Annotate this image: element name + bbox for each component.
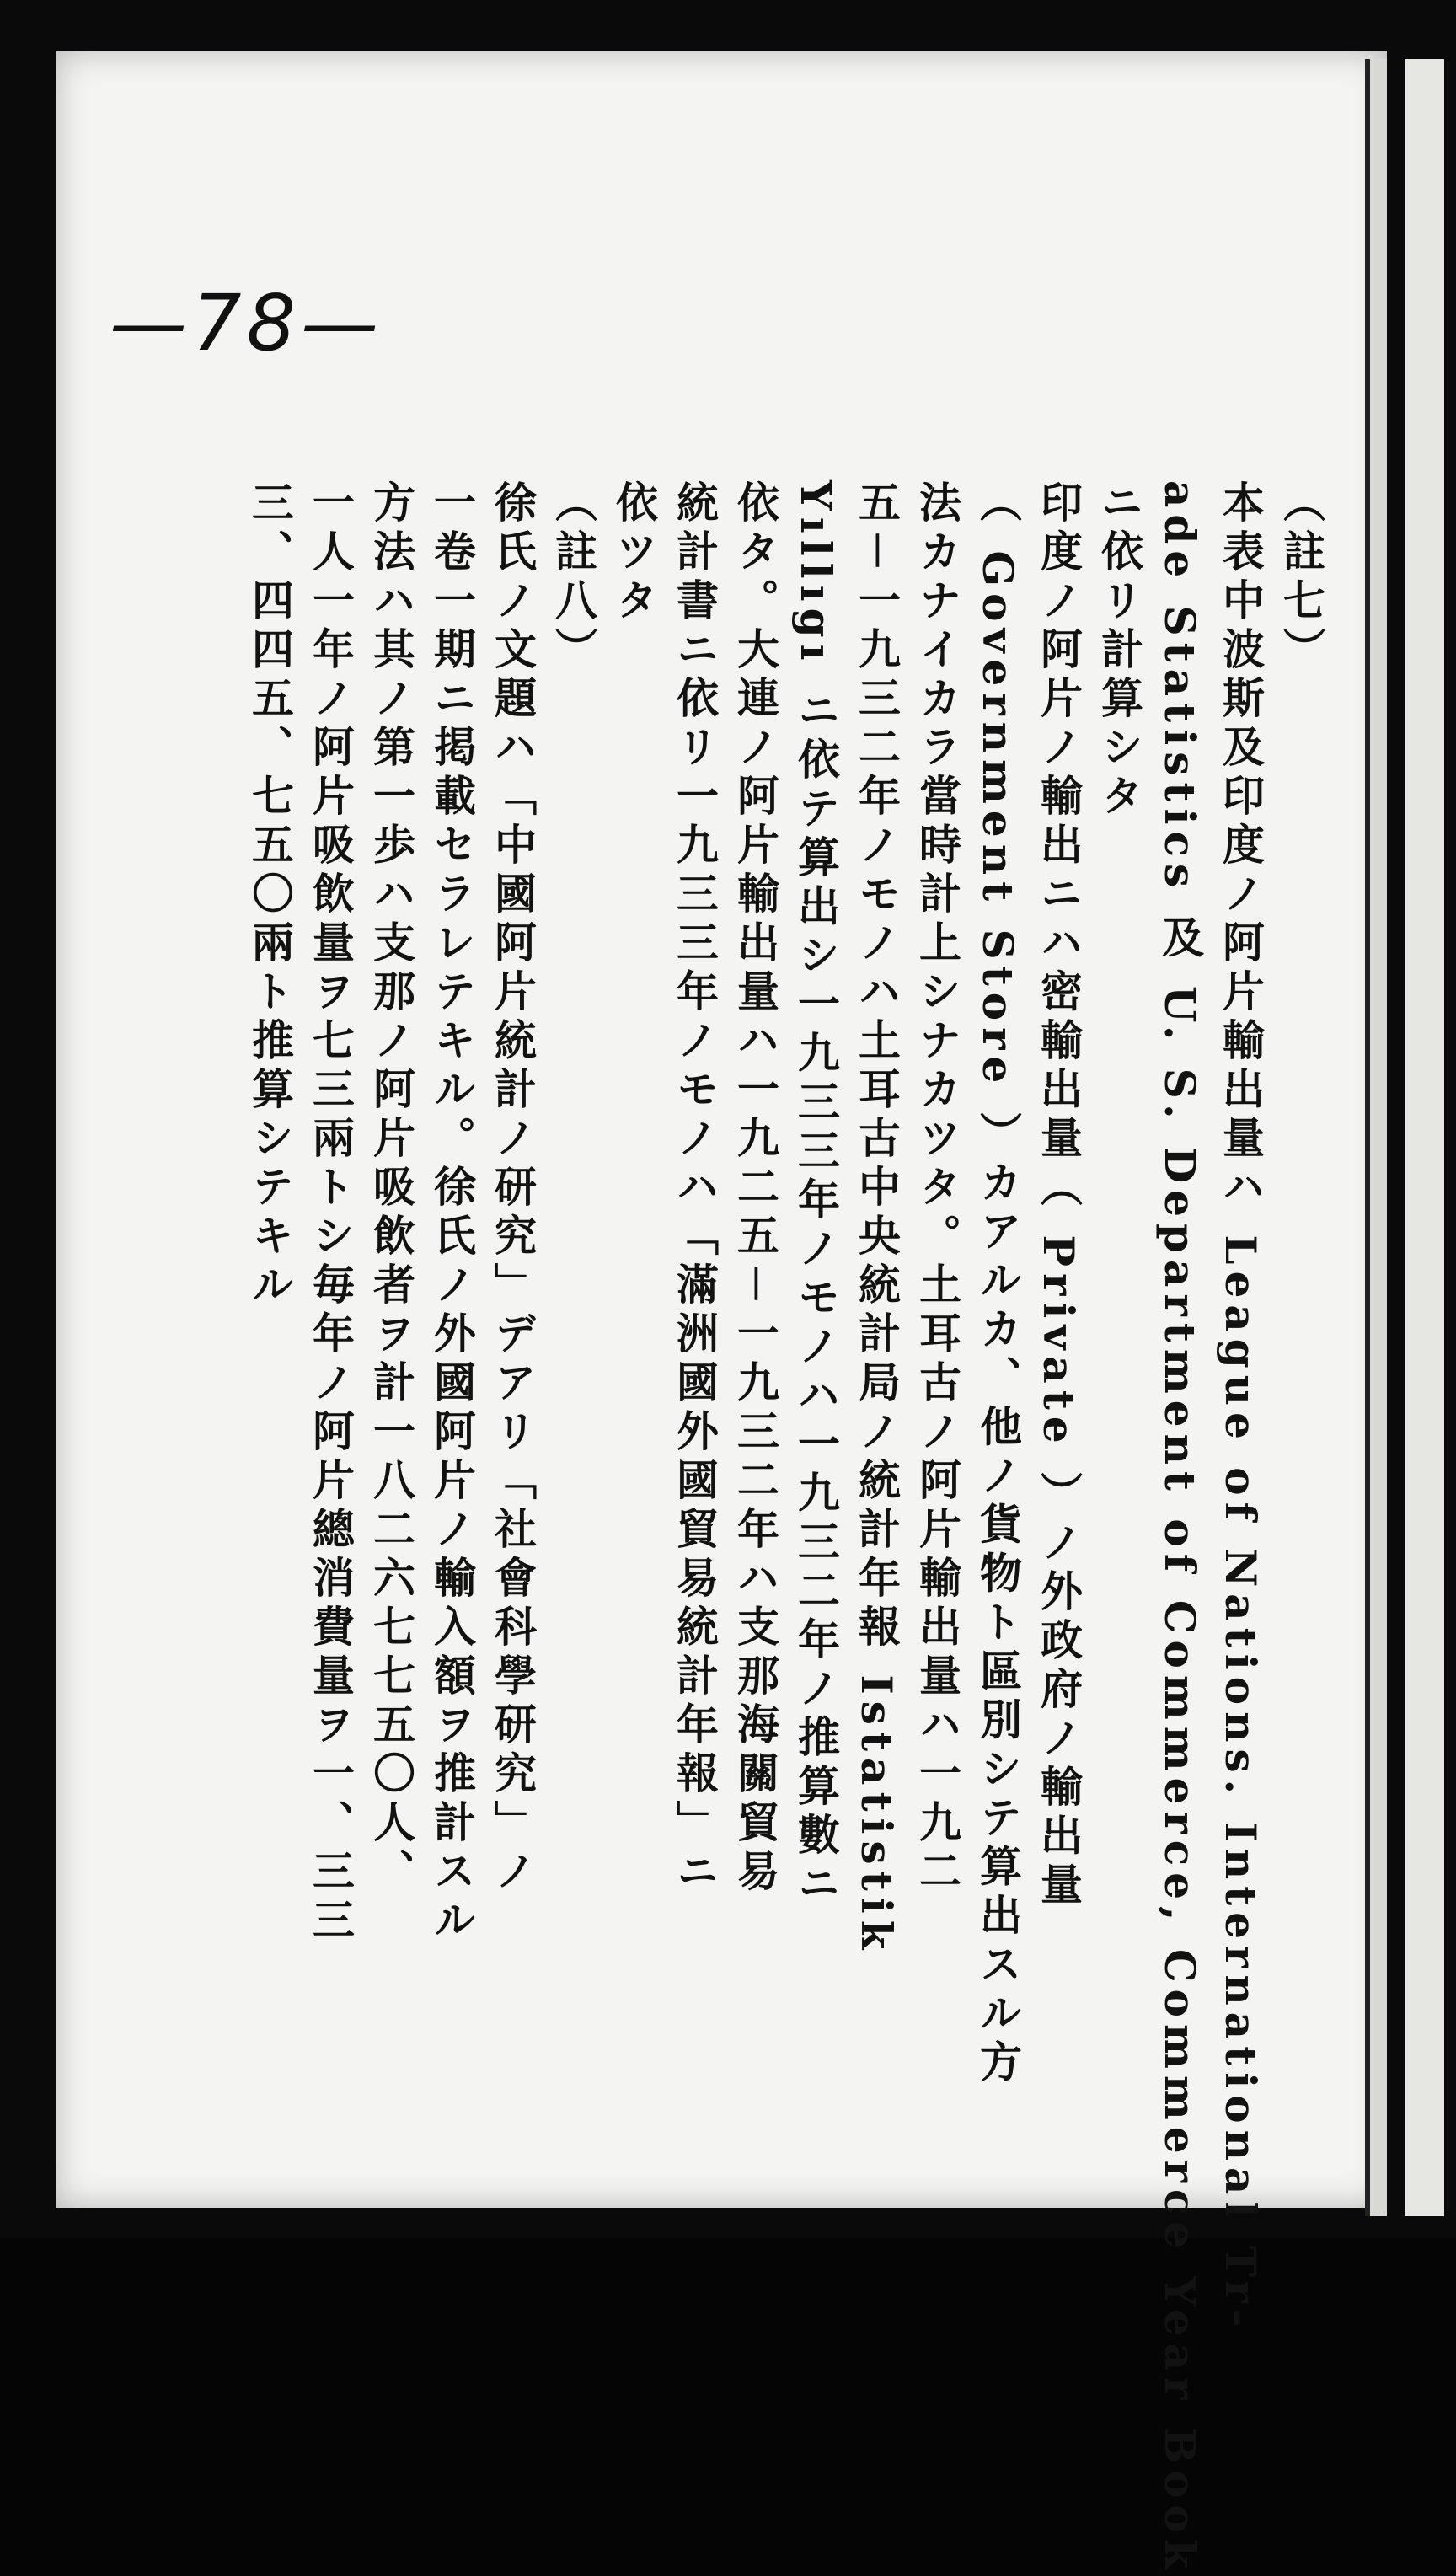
page-number: —78— <box>110 278 384 368</box>
text-line: 徐氏ノ文題ハ「中國阿片統計ノ研究」デアリ「社會科學研究」ノ <box>488 480 538 1898</box>
text-line: 統計書ニ依リ一九三三年ノモノハ「滿洲國外國貿易統計年報」ニ <box>670 480 720 1898</box>
text-line: 方法ハ其ノ第一歩ハ支那ノ阿片吸飲者ヲ計一八二六七七五〇人、 <box>367 480 416 1898</box>
vertical-text-block <box>190 480 1327 2576</box>
text-line: 法カナイカラ當時計上シナカツタ。土耳古ノ阿片輸出量ハ一九二 <box>913 480 962 1898</box>
text-line: ニ依リ計算シタ <box>1095 480 1144 822</box>
page-binding-edge <box>1365 59 1387 2216</box>
text-line: Yıllıgı ニ依テ算出シ一九三三年ノモノハ一九三二年ノ推算數ニ <box>791 480 841 1911</box>
text-line: 三、四四五、七五〇兩ト推算シテキル <box>245 480 295 1311</box>
text-line: 一人一年ノ阿片吸飲量ヲ七三兩トシ毎年ノ阿片總消費量ヲ一、三三 <box>306 480 356 1947</box>
note-heading-8: （註八） <box>549 480 598 676</box>
text-line: 依タ。大連ノ阿片輸出量ハ一九二五－一九三二年ハ支那海關貿易 <box>731 480 780 1898</box>
text-line: 一卷一期ニ掲載セラレテキル。徐氏ノ外國阿片ノ輸入額ヲ推計スル <box>427 480 477 1947</box>
text-line: 印度ノ阿片ノ輸出ニハ密輸出量（ Private ）ノ外政府ノ輸出量 <box>1034 480 1084 1912</box>
text-line: ade Statistics 及 U. S. Department of Commerce, Commerce Year Book <box>1155 480 1205 2576</box>
text-line: （ Government Store ）カアルカ、他ノ貨物ト區別シテ算出スル方 <box>973 480 1023 2089</box>
text-line: 五－一九三二年ノモノハ土耳古中央統計局ノ統計年報 Istatistik <box>852 480 902 1957</box>
text-line: 本表中波斯及印度ノ阿片輸出量ハ League of Nations. International Tr- <box>1216 480 1266 2334</box>
next-page-edge <box>1405 59 1444 2216</box>
text-line: 依ツタ <box>609 480 659 627</box>
note-heading-7: （註七） <box>1277 480 1326 676</box>
